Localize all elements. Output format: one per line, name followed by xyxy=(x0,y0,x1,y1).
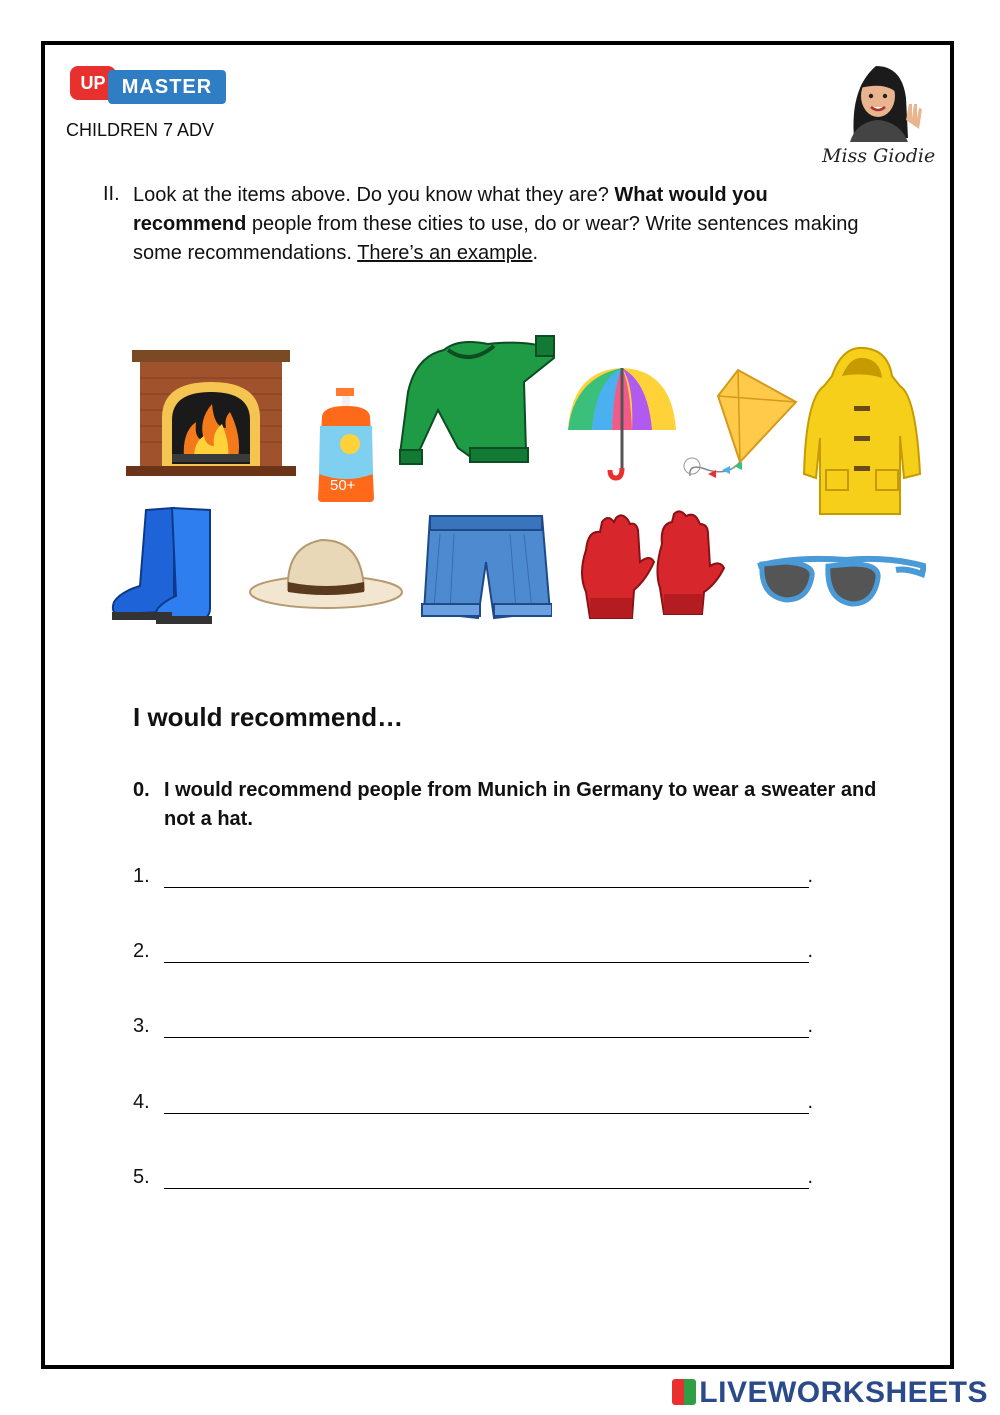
instructions-text xyxy=(133,181,883,268)
upmaster-logo xyxy=(70,64,230,114)
answer-line-input[interactable] xyxy=(164,962,809,963)
answer-period: . xyxy=(807,940,813,962)
answer-line-input[interactable] xyxy=(164,1037,809,1038)
teacher-signature: Miss Giodie xyxy=(822,145,936,167)
instruction-bold: What would you recommend xyxy=(133,184,768,235)
answer-number: 2. xyxy=(133,940,150,962)
answer-period: . xyxy=(807,865,813,887)
answer-row xyxy=(133,1015,823,1045)
answer-number: 5. xyxy=(133,1166,150,1188)
liveworksheets-logo-icon xyxy=(672,1379,696,1405)
instruction-part: . xyxy=(532,242,539,264)
kite-icon xyxy=(678,366,798,490)
answer-row xyxy=(133,1091,823,1121)
answer-row xyxy=(133,865,823,895)
logo-master-label: MASTER xyxy=(108,70,226,104)
shorts-icon xyxy=(420,510,552,622)
teacher-avatar-icon xyxy=(836,58,922,142)
answer-line-input[interactable] xyxy=(164,887,809,888)
umbrella-icon xyxy=(566,364,678,482)
svg-text:50+: 50+ xyxy=(330,477,356,494)
sweater-icon xyxy=(398,332,558,480)
instruction-part: people from these cities to use, do or wear? Write sentences making some recommendations. xyxy=(133,213,859,264)
sunscreen-icon xyxy=(316,386,376,504)
answer-number: 1. xyxy=(133,865,150,887)
answer-line-input[interactable] xyxy=(164,1188,809,1189)
sunglasses-icon xyxy=(756,546,926,608)
liveworksheets-brand xyxy=(672,1376,988,1410)
answer-line-input[interactable] xyxy=(164,1113,809,1114)
example-text: I would recommend people from Munich in Germany to wear a sweater and not a hat. xyxy=(164,779,877,830)
rain-boots-icon xyxy=(110,504,216,626)
logo-up-badge: UP xyxy=(70,66,116,100)
section-title: I would recommend… xyxy=(133,702,404,732)
gloves-icon xyxy=(576,510,728,622)
answer-row xyxy=(133,1166,823,1196)
course-label: CHILDREN 7 ADV xyxy=(66,120,215,140)
answer-number: 4. xyxy=(133,1091,150,1113)
instruction-underline: There’s an example xyxy=(357,242,533,264)
raincoat-icon xyxy=(802,346,922,518)
example-number: 0. xyxy=(133,779,150,801)
instruction-number: II. xyxy=(103,183,120,205)
brand-label: LIVEWORKSHEETS xyxy=(699,1376,988,1409)
answer-period: . xyxy=(807,1091,813,1113)
fireplace-icon xyxy=(126,348,296,476)
answer-period: . xyxy=(807,1166,813,1188)
instruction-part: Look at the items above. Do you know what they are? xyxy=(133,184,615,206)
answer-period: . xyxy=(807,1015,813,1037)
example-sentence xyxy=(133,776,913,834)
answer-row xyxy=(133,940,823,970)
answer-number: 3. xyxy=(133,1015,150,1037)
hat-icon xyxy=(246,534,404,614)
